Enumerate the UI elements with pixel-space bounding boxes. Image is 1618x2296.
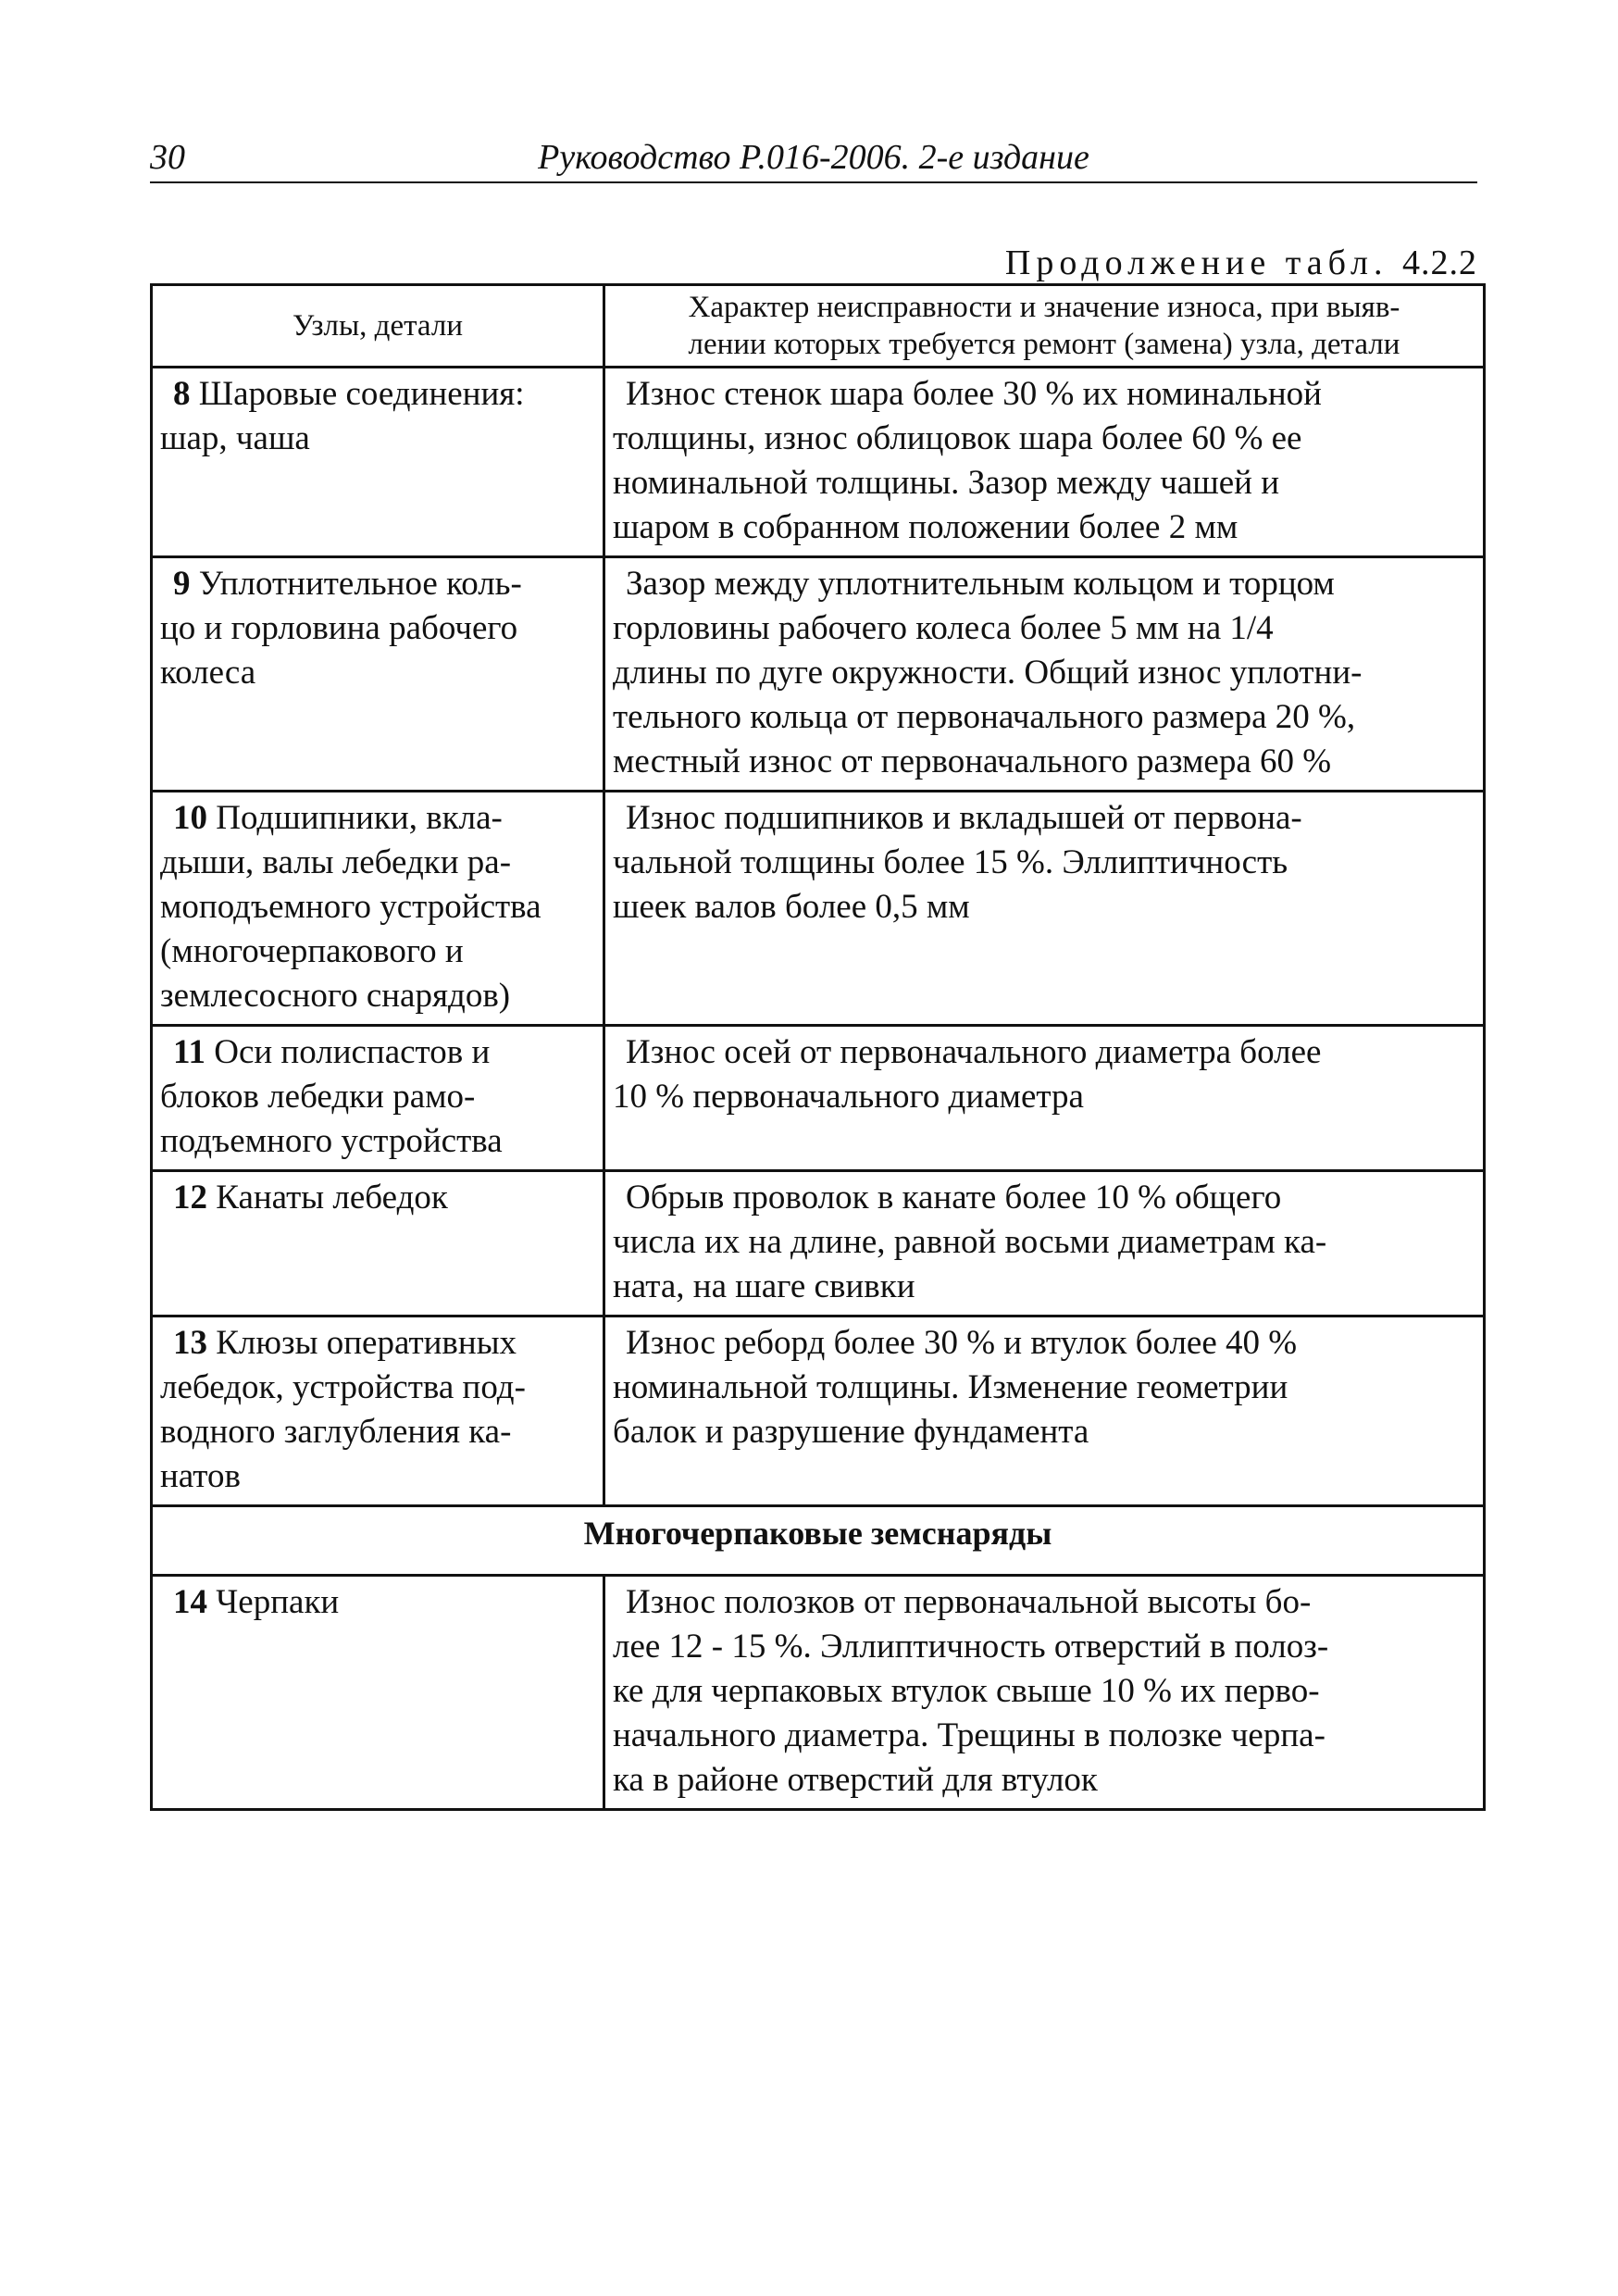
part-cell [152, 1316, 604, 1506]
cell-line: (многочерпакового и [160, 932, 464, 970]
defect-cell [604, 1316, 1485, 1506]
cell-line: горловины рабочего колеса более 5 мм на 1/4 [613, 609, 1274, 647]
part-cell [152, 1171, 604, 1316]
column-header-defect [604, 285, 1485, 368]
cell-text: Уплотнительное коль- [198, 565, 522, 603]
table-body [152, 368, 1485, 1810]
cell-line: подъемного устройства [160, 1122, 503, 1160]
running-title: Руководство Р.016-2006. 2-е издание [538, 138, 1089, 177]
cell-line: Обрыв проволок в канате более 10 % общего [626, 1179, 1282, 1217]
item-number: 10 [173, 799, 207, 837]
cell-text: Оси полиспастов и [214, 1033, 491, 1071]
cell-line: землесосного снарядов) [160, 977, 511, 1015]
table-row [152, 557, 1485, 792]
cell-line: длины по дуге окружности. Общий износ уплотни- [613, 654, 1363, 692]
part-cell [152, 1576, 604, 1810]
cell-line: шаром в собранном положении более 2 мм [613, 508, 1238, 546]
cell-line [160, 1030, 595, 1075]
defect-cell [604, 792, 1485, 1026]
cell-text: Клюзы оперативных [216, 1324, 517, 1362]
cell-line: начального диаметра. Трещины в полозке черпа- [613, 1716, 1326, 1754]
cell-line: водного заглубления ка- [160, 1413, 512, 1451]
page-number: 30 [150, 138, 185, 177]
cell-line [160, 562, 595, 606]
cell-line: шар, чаша [160, 419, 310, 457]
table-row [152, 1576, 1485, 1810]
part-cell [152, 1026, 604, 1171]
item-number: 14 [173, 1583, 207, 1621]
cell-line: толщины, износ облицовок шара более 60 % ее [613, 419, 1302, 457]
item-number: 13 [173, 1324, 207, 1362]
column-header-parts [152, 285, 604, 368]
header-line: лении которых требуется ремонт (замена) узла, детали [688, 328, 1400, 361]
cell-line: лебедок, устройства под- [160, 1368, 526, 1406]
item-number: 8 [173, 375, 191, 413]
cell-line: натов [160, 1457, 241, 1495]
cell-line: шеек валов более 0,5 мм [613, 888, 970, 926]
cell-line: Износ реборд более 30 % и втулок более 40 % [626, 1324, 1298, 1362]
cell-text: Черпаки [216, 1583, 340, 1621]
cell-line: Зазор между уплотнительным кольцом и торцом [626, 565, 1335, 603]
part-cell [152, 557, 604, 792]
defect-cell [604, 368, 1485, 557]
cell-line: цо и горловина рабочего [160, 609, 518, 647]
part-cell [152, 792, 604, 1026]
cell-line: Износ подшипников и вкладышей от первона- [626, 799, 1302, 837]
cell-line [160, 1321, 595, 1366]
header-line: Узлы, детали [292, 309, 463, 343]
table-number: 4.2.2 [1402, 243, 1477, 282]
cell-line: блоков лебедки рамо- [160, 1078, 476, 1116]
cell-text: Канаты лебедок [216, 1179, 448, 1217]
cell-line: Износ стенок шара более 30 % их номинальной [626, 375, 1322, 413]
part-cell [152, 368, 604, 557]
item-number: 11 [173, 1033, 205, 1071]
cell-line: ната, на шаге свивки [613, 1267, 915, 1305]
defect-cell [604, 1171, 1485, 1316]
cell-line: чальной толщины более 15 %. Эллиптичность [613, 843, 1288, 881]
cell-line: колеса [160, 654, 256, 692]
cell-text: Шаровые соединения: [198, 375, 525, 413]
table-row [152, 1316, 1485, 1506]
cell-line: 10 % первоначального диаметра [613, 1078, 1084, 1116]
table-row [152, 368, 1485, 557]
table-row [152, 1026, 1485, 1171]
cell-line: числа их на длине, равной восьми диаметрам ка- [613, 1223, 1327, 1261]
header-line: Характер неисправности и значение износа, при выяв- [688, 291, 1400, 324]
cell-line: балок и разрушение фундамента [613, 1413, 1089, 1451]
table-row [152, 792, 1485, 1026]
defect-cell [604, 1576, 1485, 1810]
table-header-row [152, 285, 1485, 368]
cell-line [160, 372, 595, 417]
cell-line: моподъемного устройства [160, 888, 541, 926]
section-title: Многочерпаковые земснаряды [152, 1506, 1485, 1576]
cell-line: Износ полозков от первоначальной высоты бо- [626, 1583, 1312, 1621]
page-header [150, 137, 1477, 183]
cell-line: дыши, валы лебедки ра- [160, 843, 512, 881]
cell-line: ка в районе отверстий для втулок [613, 1761, 1098, 1799]
cell-line: номинальной толщины. Изменение геометрии [613, 1368, 1288, 1406]
repair-criteria-table [150, 283, 1486, 1811]
cell-line: ке для черпаковых втулок свыше 10 % их перво- [613, 1672, 1320, 1710]
cell-text: Подшипники, вкла- [216, 799, 503, 837]
continuation-label: Продолжение табл. [1004, 243, 1388, 282]
cell-line: Износ осей от первоначального диаметра более [626, 1033, 1322, 1071]
cell-line: тельного кольца от первоначального размера 20 %, [613, 698, 1356, 736]
defect-cell [604, 1026, 1485, 1171]
defect-cell [604, 557, 1485, 792]
cell-line [160, 1176, 595, 1220]
table-continuation-caption [150, 243, 1477, 283]
section-row [152, 1506, 1485, 1576]
cell-line [160, 796, 595, 841]
cell-line: местный износ от первоначального размера 60 % [613, 742, 1332, 780]
item-number: 9 [173, 565, 191, 603]
cell-line: лее 12 - 15 %. Эллиптичность отверстий в полоз- [613, 1628, 1329, 1666]
cell-line: номинальной толщины. Зазор между чашей и [613, 464, 1280, 502]
item-number: 12 [173, 1179, 207, 1217]
table-row [152, 1171, 1485, 1316]
cell-line [160, 1580, 595, 1625]
